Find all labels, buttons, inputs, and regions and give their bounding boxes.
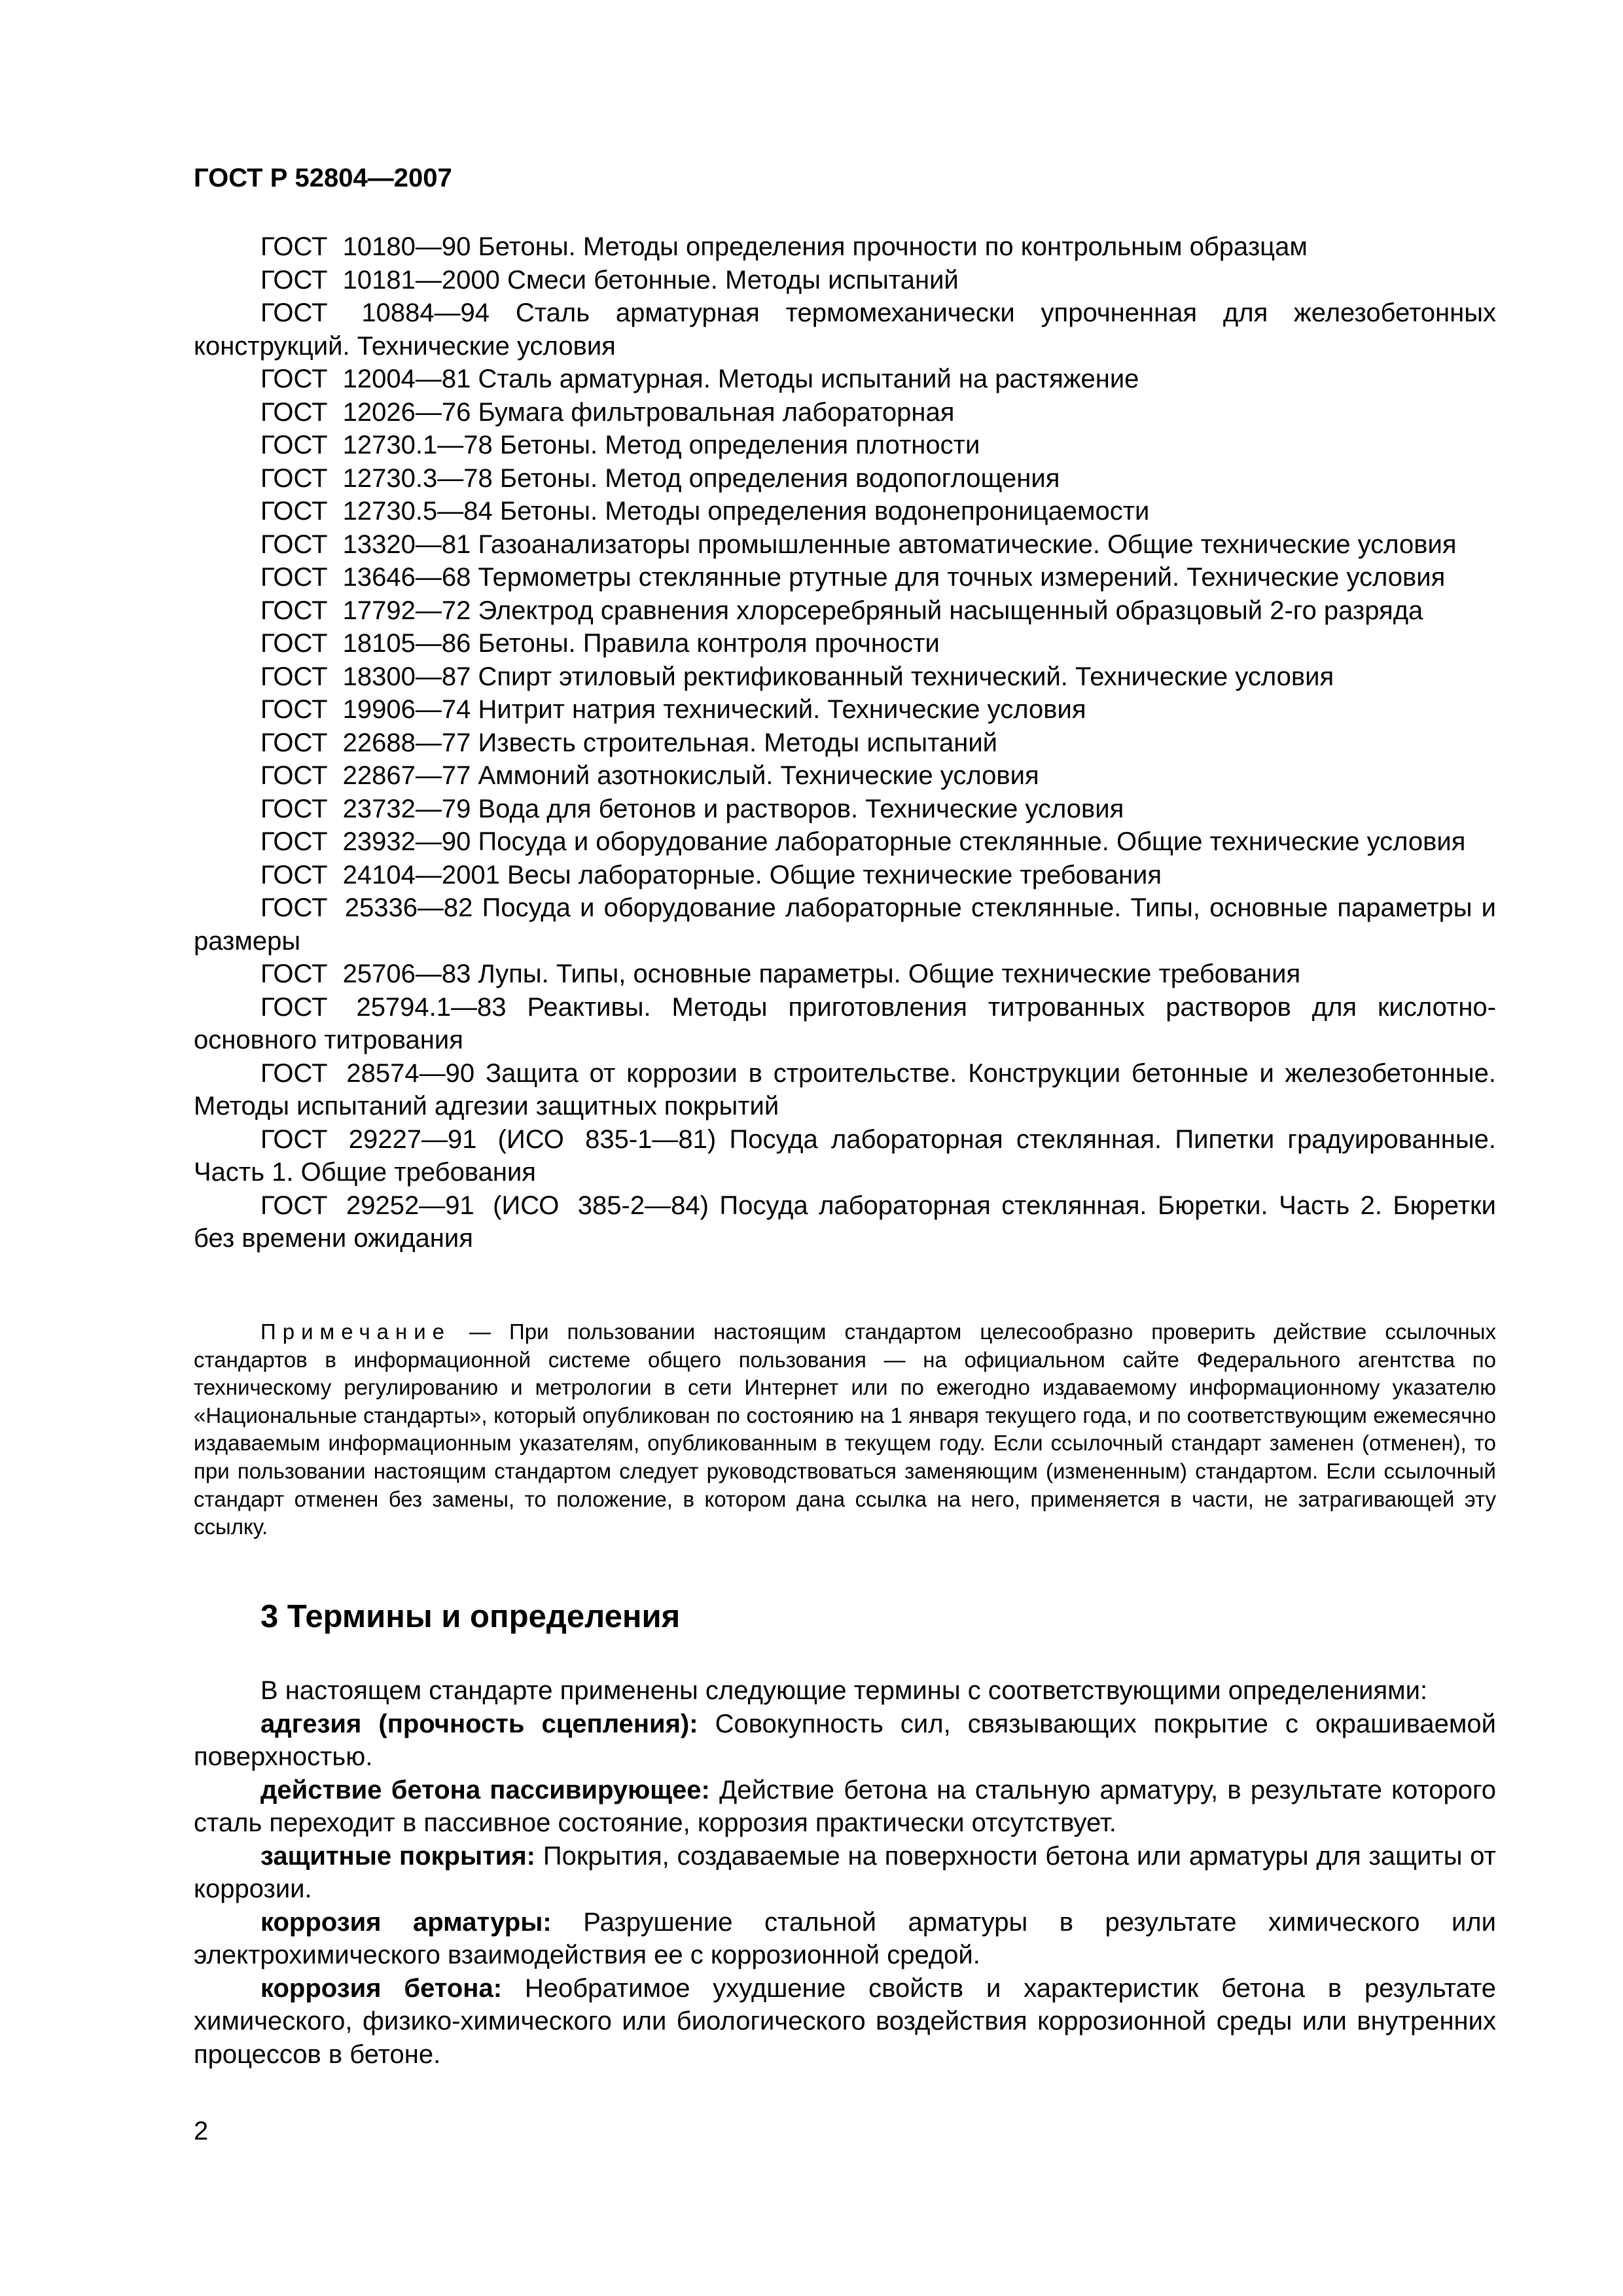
reference-title: Электрод сравнения хлорсеребряный насыщенный образцовый 2-го разряда: [478, 596, 1423, 625]
reference-item: [194, 396, 1496, 429]
reference-code: ГОСТ 18300—87: [260, 662, 471, 691]
reference-code: ГОСТ 28574—90: [260, 1058, 475, 1088]
reference-title: Бетоны. Метод определения плотности: [499, 431, 980, 459]
reference-code: ГОСТ 29252—91 (ИСО 385-2—84): [260, 1191, 709, 1220]
reference-title: Весы лабораторные. Общие технические требования: [507, 860, 1162, 889]
term-entry: [194, 1972, 1496, 2072]
reference-code: ГОСТ 22688—77: [260, 728, 471, 757]
reference-item: [194, 1189, 1496, 1255]
reference-title: Аммоний азотнокислый. Технические условия: [478, 761, 1039, 790]
reference-code: ГОСТ 17792—72: [260, 596, 471, 625]
reference-title: Спирт этиловый ректификованный технический. Технические условия: [478, 662, 1334, 691]
term-definition: Покрытия, создаваемые на поверхности бетона или арматуры для защиты от коррозии.: [194, 1841, 1496, 1903]
note-paragraph: [194, 1318, 1496, 1541]
reference-title: Бетоны. Метод определения водопоглощения: [499, 463, 1060, 493]
term-name: коррозия бетона:: [260, 1973, 503, 2003]
reference-code: ГОСТ 13320—81: [260, 529, 471, 559]
reference-item: [194, 230, 1496, 264]
reference-item: [194, 561, 1496, 594]
reference-title: Смеси бетонные. Методы испытаний: [507, 265, 959, 295]
reference-code: ГОСТ 12730.5—84: [260, 497, 493, 526]
reference-title: Термометры стеклянные ртутные для точных измерений. Технические условия: [478, 563, 1446, 592]
reference-code: ГОСТ 10180—90: [260, 232, 471, 261]
reference-title: Посуда и оборудование лабораторные стеклянные. Общие технические условия: [478, 827, 1466, 856]
reference-code: ГОСТ 29227—91 (ИСО 835-1—81): [260, 1124, 717, 1154]
reference-code: ГОСТ 25706—83: [260, 960, 471, 988]
reference-item: [194, 627, 1496, 660]
reference-title: Бетоны. Методы определения водонепроницаемости: [499, 497, 1150, 526]
term-definition: Совокупность сил, связывающих покрытие с окрашиваемой поверхностью.: [194, 1709, 1496, 1771]
reference-item: [194, 1123, 1496, 1189]
reference-item: [194, 1057, 1496, 1123]
term-entry: [194, 1840, 1496, 1906]
reference-title: Вода для бетонов и растворов. Технические условия: [478, 794, 1124, 823]
reference-code: ГОСТ 12730.1—78: [260, 431, 493, 459]
reference-title: Посуда лабораторная стеклянная. Бюретки. Часть 2. Бюретки без времени ожидания: [194, 1191, 1496, 1253]
reference-title: Сталь арматурная. Методы испытаний на растяжение: [478, 365, 1139, 393]
reference-code: ГОСТ 13646—68: [260, 563, 471, 592]
reference-code: ГОСТ 12730.3—78: [260, 463, 493, 493]
reference-code: ГОСТ 24104—2001: [260, 860, 500, 889]
reference-item: [194, 859, 1496, 892]
reference-item: [194, 528, 1496, 562]
reference-item: [194, 594, 1496, 628]
reference-title: Посуда лабораторная стеклянная. Пипетки градуированные. Часть 1. Общие требования: [194, 1124, 1496, 1187]
reference-title: Реактивы. Методы приготовления титрованных растворов для кислотно-основного титрования: [194, 992, 1496, 1054]
document-header: ГОСТ Р 52804—2007: [194, 164, 452, 192]
reference-title: Сталь арматурная термомеханически упрочненная для железобетонных конструкций. Технические условия: [194, 298, 1496, 361]
reference-title: Посуда и оборудование лабораторные стеклянные. Типы, основные параметры и размеры: [194, 893, 1496, 956]
term-entry: [194, 1906, 1496, 1972]
reference-title: Бетоны. Методы определения прочности по контрольным образцам: [478, 232, 1308, 261]
term-name: адгезия (прочность сцепления):: [260, 1709, 698, 1738]
reference-item: [194, 759, 1496, 793]
reference-code: ГОСТ 10181—2000: [260, 265, 500, 295]
reference-title: Нитрит натрия технический. Технические условия: [478, 695, 1086, 724]
reference-item: [194, 726, 1496, 760]
terms-list: [194, 1674, 1496, 2071]
page-number: 2: [194, 2117, 209, 2145]
reference-item: [194, 462, 1496, 495]
reference-title: Бумага фильтровальная лабораторная: [478, 397, 955, 427]
term-entry: [194, 1774, 1496, 1840]
reference-item: [194, 958, 1496, 991]
reference-title: Защита от коррозии в строительстве. Конструкции бетонные и железобетонные. Методы испытаний адгезии защитных покрытий: [194, 1058, 1496, 1121]
reference-code: ГОСТ 12004—81: [260, 365, 471, 393]
reference-item: [194, 296, 1496, 363]
reference-code: ГОСТ 10884—94: [260, 298, 490, 327]
reference-code: ГОСТ 18105—86: [260, 629, 471, 658]
reference-code: ГОСТ 22867—77: [260, 761, 471, 790]
reference-item: [194, 363, 1496, 396]
reference-title: Бетоны. Правила контроля прочности: [478, 629, 940, 658]
section-heading: 3 Термины и определения: [260, 1599, 681, 1634]
term-name: коррозия арматуры:: [260, 1907, 552, 1937]
reference-item: [194, 891, 1496, 958]
reference-code: ГОСТ 12026—76: [260, 397, 471, 427]
term-entry: [194, 1708, 1496, 1774]
reference-item: [194, 793, 1496, 826]
normative-references-list: [194, 230, 1496, 1255]
reference-code: ГОСТ 23932—90: [260, 827, 471, 856]
reference-title: Лупы. Типы, основные параметры. Общие технические требования: [478, 960, 1301, 988]
terms-intro: В настоящем стандарте применены следующие термины с соответствующими определениями:: [260, 1676, 1428, 1705]
term-name: действие бетона пассивирующее:: [260, 1775, 710, 1804]
reference-item: [194, 264, 1496, 297]
reference-title: Известь строительная. Методы испытаний: [478, 728, 998, 757]
reference-code: ГОСТ 19906—74: [260, 695, 471, 724]
reference-title: Газоанализаторы промышленные автоматические. Общие технические условия: [478, 529, 1457, 559]
reference-item: [194, 495, 1496, 528]
reference-item: [194, 660, 1496, 694]
reference-code: ГОСТ 25336—82: [260, 893, 473, 922]
term-name: защитные покрытия:: [260, 1841, 535, 1871]
reference-code: ГОСТ 23732—79: [260, 794, 471, 823]
term-definition: Действие бетона на стальную арматуру, в результате которого сталь переходит в пассивное состояние, коррозия практически отсутствует.: [194, 1775, 1496, 1837]
note-label: Примечание: [260, 1319, 452, 1344]
reference-item: [194, 429, 1496, 462]
term-definition: Необратимое ухудшение свойств и характеристик бетона в результате химического, физико-химического или биологического воздействия коррозионной среды или внутренних процессов в бетоне.: [194, 1973, 1496, 2069]
term-definition: Разрушение стальной арматуры в результате химического или электрохимического взаимодействия ее с коррозионной средой.: [194, 1907, 1496, 1969]
reference-item: [194, 991, 1496, 1057]
reference-item: [194, 693, 1496, 726]
note-text: — При пользовании настоящим стандартом целесообразно проверить действие ссылочных стандартов в информационной системе общего пользования — на официальном сайте Федерального агентства по техническому регулированию и метрологии в сети Интернет или по ежегодно издаваемому информационному указателю «Национальные стандарты», который опубликован по состоянию на 1 января текущего года, и по соответствующим ежемесячно издаваемым информационным указателям, опубликованным в текущем году. Если ссылочный стандарт заменен (отменен), то при пользовании настоящим стандартом следует руководствоваться заменяющим (измененным) стандартом. Если ссылочный стандарт отменен без замены, то положение, в котором дана ссылка на него, применяется в части, не затрагивающей эту ссылку.: [194, 1319, 1496, 1539]
reference-item: [194, 825, 1496, 859]
reference-code: ГОСТ 25794.1—83: [260, 992, 507, 1022]
